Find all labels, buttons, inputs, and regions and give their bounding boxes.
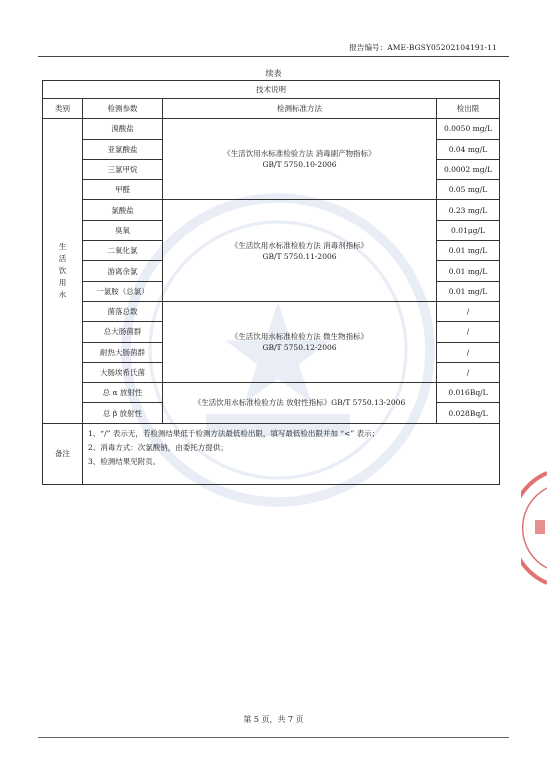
parameter-cell: 总 β 放射性 <box>83 403 163 423</box>
remarks-row <box>43 423 500 484</box>
header-limit: 检出限 <box>437 99 500 119</box>
limit-cell: 0.01 mg/L <box>437 281 500 301</box>
header-parameter: 检测参数 <box>83 99 163 119</box>
limit-cell: 0.0002 mg/L <box>437 159 500 179</box>
header-method: 检测标准方法 <box>163 99 437 119</box>
table-row <box>43 383 500 403</box>
parameter-cell: 三氯甲烷 <box>83 159 163 179</box>
limit-cell: 0.01μg/L <box>437 220 500 240</box>
parameter-cell: 臭氧 <box>83 220 163 240</box>
remark-line: 1、“/” 表示无，若检测结果低于检测方法最低检出限，填写最低检出限并加 “<” 表示； <box>88 428 380 438</box>
remarks-content <box>83 423 500 484</box>
parameter-cell: 溴酸盐 <box>83 119 163 139</box>
remark-line: 3、检测结果见附页。 <box>88 456 161 466</box>
bottom-rule <box>38 737 509 738</box>
limit-cell: / <box>437 301 500 321</box>
limit-cell: / <box>437 322 500 342</box>
parameter-cell: 甲醛 <box>83 180 163 200</box>
category-char: 水 <box>58 290 67 300</box>
parameter-cell: 总 α 放射性 <box>83 383 163 403</box>
limit-cell: / <box>437 362 500 382</box>
parameter-cell: 二氧化氯 <box>83 241 163 261</box>
category-char: 饮 <box>58 266 67 276</box>
method-code: GB/T 5750.12-2006 <box>262 343 337 353</box>
limit-cell: 0.028Bq/L <box>437 403 500 423</box>
limit-cell: 0.01 mg/L <box>437 261 500 281</box>
parameter-cell: 氯酸盐 <box>83 200 163 220</box>
header-category: 类别 <box>43 99 83 119</box>
method-title: 《生活饮用水标准检验方法 微生物指标》 <box>230 332 369 342</box>
limit-cell: 0.04 mg/L <box>437 139 500 159</box>
category-char: 活 <box>58 254 67 264</box>
parameter-cell: 菌落总数 <box>83 301 163 321</box>
method-title: 《生活饮用水标准检验方法 消毒副产物指标》 <box>223 149 376 159</box>
section-title: 技术说明 <box>43 81 500 99</box>
continued-label: 续表 <box>265 69 282 78</box>
method-cell <box>163 119 437 200</box>
method-title: 《生活饮用水标准检验方法 放射性指标》GB/T 5750.13-2006 <box>193 398 406 408</box>
red-seal-edge-icon <box>521 468 547 588</box>
limit-cell: 0.23 mg/L <box>437 200 500 220</box>
table-title-row <box>43 81 500 99</box>
method-cell <box>163 301 437 382</box>
method-cell <box>163 200 437 301</box>
parameter-cell: 耐热大肠菌群 <box>83 342 163 362</box>
limit-cell: 0.016Bq/L <box>437 383 500 403</box>
category-char: 生 <box>58 242 67 252</box>
parameter-cell: 一氯胺（总氯） <box>83 281 163 301</box>
table-row <box>43 119 500 139</box>
page-footer: 第 5 页，共 7 页 <box>243 715 304 724</box>
parameter-cell: 游离余氯 <box>83 261 163 281</box>
limit-cell: 0.05 mg/L <box>437 180 500 200</box>
parameter-cell: 亚氯酸盐 <box>83 139 163 159</box>
method-code: GB/T 5750.11-2006 <box>262 251 337 261</box>
table-header-row <box>43 99 500 119</box>
header-rule <box>38 56 509 57</box>
technical-description-table <box>42 80 500 485</box>
table-row <box>43 301 500 321</box>
report-number: 报告编号：AME-BGSY05202104191-11 <box>349 43 497 52</box>
limit-cell: / <box>437 342 500 362</box>
method-cell <box>163 383 437 424</box>
limit-cell: 0.0050 mg/L <box>437 119 500 139</box>
category-char: 用 <box>58 278 67 288</box>
table-row <box>43 200 500 220</box>
remarks-label: 备注 <box>43 423 83 484</box>
parameter-cell: 大肠埃希氏菌 <box>83 362 163 382</box>
method-code: GB/T 5750.10-2006 <box>262 160 337 170</box>
remark-line: 2、消毒方式：次氯酸钠，由委托方提供； <box>88 442 228 452</box>
parameter-cell: 总大肠菌群 <box>83 322 163 342</box>
category-cell <box>43 119 83 423</box>
limit-cell: 0.01 mg/L <box>437 241 500 261</box>
method-title: 《生活饮用水标准检验方法 消毒剂指标》 <box>230 240 369 250</box>
